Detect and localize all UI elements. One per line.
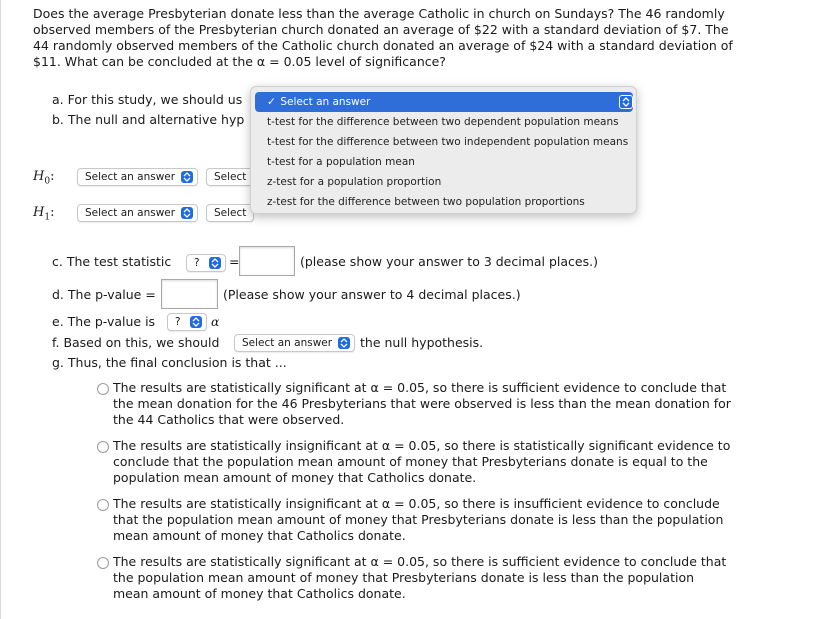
dropdown-option[interactable]: z-test for a population proportion (267, 176, 442, 188)
part-c-label: c. The test statistic (52, 254, 172, 269)
equals-sign: = (229, 254, 240, 269)
question-text: Does the average Presbyterian donate less than the average Catholic in church on Sundays? The 46 randomly observed members of the Presbyterian church donated an average of $22 with a standard deviation of $7. The 44 randomly observed members of the Catholic church donated an average of $24 with a standard deviation of $11. What can be concluded at the α = 0.05 level of significance? (33, 6, 733, 69)
part-d-label: d. The p-value = (52, 287, 156, 302)
conclusion-text: The results are statistically insignificant at α = 0.05, so there is insufficient evidence to conclude that the population mean amount of money that Presbyterians donate is less than the population mean amount of money that Catholics donate. (113, 496, 724, 543)
chevron-updown-icon (338, 337, 350, 349)
chevron-updown-icon (181, 171, 193, 183)
checkmark-icon: ✓ (267, 96, 276, 108)
part-e-label: e. The p-value is (52, 314, 156, 329)
p-value-comparison-select[interactable]: ? (167, 313, 207, 331)
dropdown-option[interactable]: t-test for the difference between two dependent population means (267, 116, 619, 128)
radio-button[interactable] (97, 499, 109, 511)
part-a-label: a. For this study, we should us (52, 92, 243, 107)
alpha-symbol: α (211, 314, 220, 329)
p-value-input[interactable] (161, 279, 218, 309)
part-c-hint: (please show your answer to 3 decimal places.) (300, 254, 598, 269)
left-border (0, 0, 1, 619)
radio-button[interactable] (97, 441, 109, 453)
conclusion-text: The results are statistically significant at α = 0.05, so there is sufficient evidence to conclude that the population mean amount of money that Presbyterians donate is less than the population mean amount of money that Catholics donate. (113, 554, 727, 601)
conclusion-text: The results are statistically insignificant at α = 0.05, so there is statistically significant evidence to conclude that the population mean amount of money that Presbyterians donate is equal to the population mean amount of money that Catholics donate. (113, 438, 731, 485)
h1-parameter-select[interactable]: Select an answer (77, 204, 198, 222)
part-b-label: b. The null and alternative hyp (52, 112, 245, 127)
chevron-updown-icon (181, 207, 193, 219)
dropdown-option[interactable]: t-test for a population mean (267, 156, 415, 168)
dropdown-option[interactable]: t-test for the difference between two independent population means (267, 136, 629, 148)
test-type-dropdown-menu[interactable] (250, 86, 637, 214)
part-f-label: f. Based on this, we should (52, 335, 220, 350)
h0-parameter-select[interactable]: Select an answer (77, 168, 198, 186)
dropdown-option-selected[interactable]: ✓ Select an answer (255, 92, 633, 112)
part-d-hint: (Please show your answer to 4 decimal places.) (223, 287, 521, 302)
h1-label: $H_1$: (33, 205, 55, 223)
test-statistic-input[interactable] (239, 246, 295, 276)
conclusion-text: The results are statistically significant at α = 0.05, so there is sufficient evidence to conclude that the mean donation for the 46 Presbyterians that were observed is less than the mean donation for the 44 Catholics that were observed. (113, 380, 731, 427)
h0-operator-select[interactable]: Select (206, 168, 254, 186)
part-g-label: g. Thus, the final conclusion is that ... (52, 355, 287, 370)
test-statistic-type-select[interactable]: ? (186, 254, 226, 272)
chevron-updown-icon (619, 95, 633, 109)
h0-label: $H_0$: (33, 169, 55, 187)
chevron-updown-icon (209, 257, 221, 269)
chevron-updown-icon (190, 316, 202, 328)
part-f-suffix: the null hypothesis. (360, 335, 484, 350)
dropdown-option[interactable]: z-test for the difference between two population proportions (267, 196, 585, 208)
h1-operator-select[interactable]: Select (206, 204, 254, 222)
radio-button[interactable] (97, 383, 109, 395)
radio-button[interactable] (97, 557, 109, 569)
null-hypothesis-decision-select[interactable]: Select an answer (234, 334, 355, 352)
